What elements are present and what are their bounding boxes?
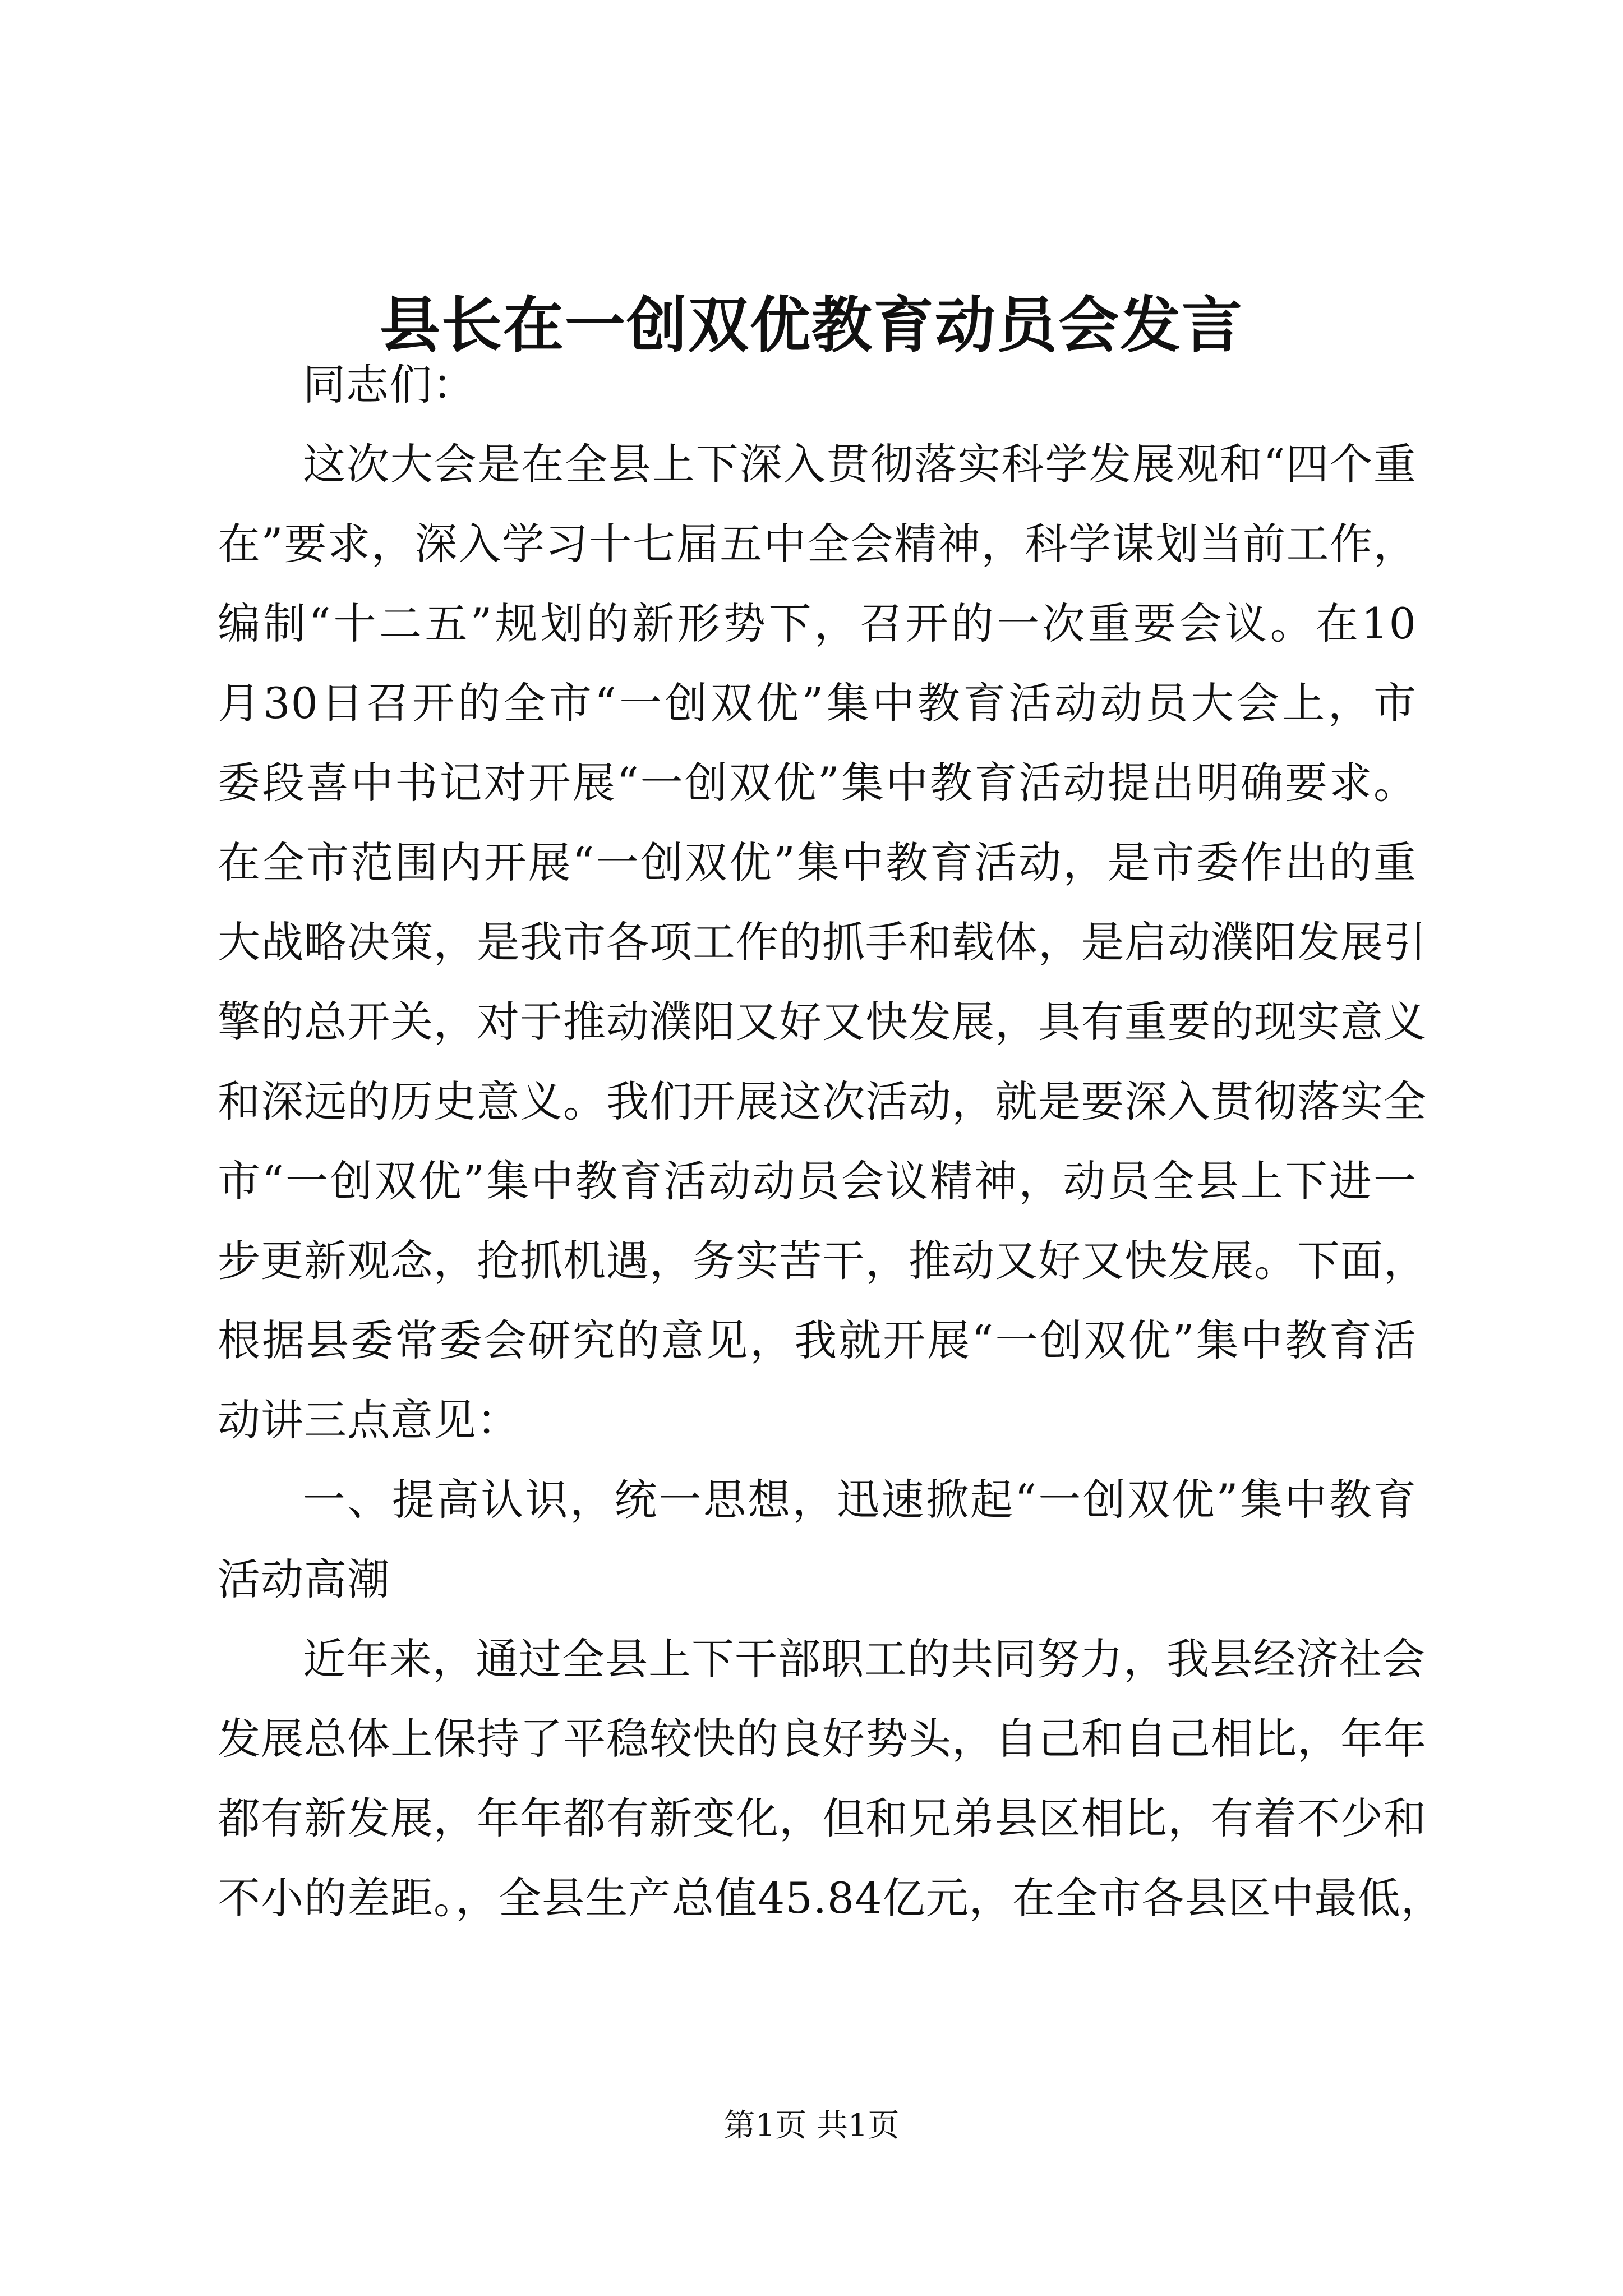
text-line: 动讲三点意见： [218,1395,520,1445]
text-line: 一、提高认识，统一思想，迅速掀起“一创双优”集中教育 [303,1475,1417,1525]
text-line: 在”要求，深入学习十七届五中全会精神，科学谋划当前工作， [218,519,1417,569]
text-line: 大战略决策，是我市各项工作的抓手和载体，是启动濮阳发展引 [218,917,1427,967]
text-line: 都有新发展，年年都有新变化，但和兄弟县区相比，有着不少和 [218,1793,1427,1843]
text-line: 和深远的历史意义。我们开展这次活动，就是要深入贯彻落实全 [218,1076,1427,1126]
text-line: 同志们： [303,360,476,409]
text-line: 月30日召开的全市“一创双优”集中教育活动动员大会上，市 [218,678,1417,728]
text-line: 在全市范围内开展“一创双优”集中教育活动，是市委作出的重 [218,838,1417,887]
text-line: 根据县委常委会研究的意见，我就开展“一创双优”集中教育活 [218,1315,1417,1365]
text-line: 擎的总开关，对于推动濮阳又好又快发展，具有重要的现实意义 [218,997,1427,1047]
text-line: 委段喜中书记对开展“一创双优”集中教育活动提出明确要求。 [218,758,1417,808]
document-title: 县长在一创双优教育动员会发言 [379,290,1243,361]
text-line: 市“一创双优”集中教育活动动员会议精神，动员全县上下进一 [218,1156,1417,1206]
text-line: 近年来，通过全县上下干部职工的共同努力，我县经济社会 [303,1634,1426,1684]
text-line: 这次大会是在全县上下深入贯彻落实科学发展观和“四个重 [303,439,1417,489]
page-footer: 第1页 共1页 [723,2108,900,2144]
text-line: 不小的差距。，全县生产总值45.84亿元，在全市各县区中最低， [218,1873,1444,1923]
document-body [218,345,1444,1938]
text-line: 编制“十二五”规划的新形势下，召开的一次重要会议。在10 [218,599,1417,648]
text-line: 发展总体上保持了平稳较快的良好势头，自己和自己相比，年年 [218,1714,1427,1764]
text-line: 活动高潮 [218,1554,390,1604]
text-line: 步更新观念，抢抓机遇，务实苦干，推动又好又快发展。下面， [218,1236,1427,1286]
